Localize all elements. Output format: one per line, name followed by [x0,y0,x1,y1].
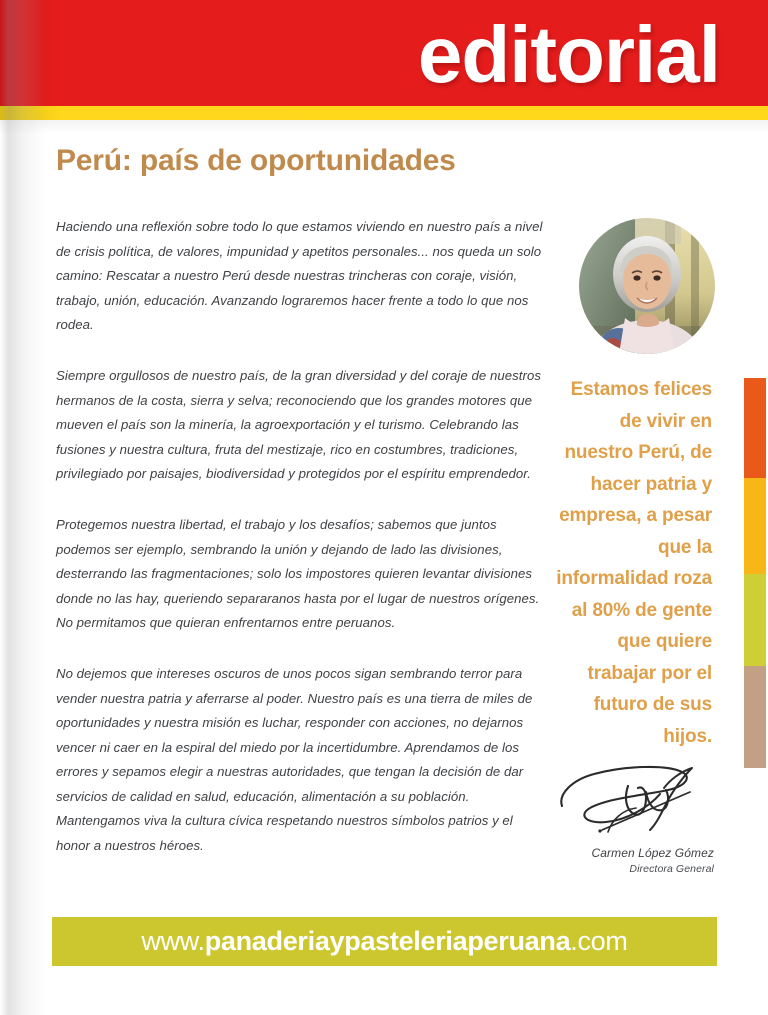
article-title: Perú: país de oportunidades [56,144,456,177]
footer-url-main: panaderiaypasteleriaperuana [204,926,571,956]
article-paragraph: Haciendo una reflexión sobre todo lo que estamos viviendo en nuestro país a nivel de crisis política, de valores, impunidad y apetitos personales... nos queda un solo camino: Rescatar a nuestro Perú desde nuestras trincheras con coraje, visión, trabajo, unión, educación. Avanzando lograremos hacer frente a todo lo que nos rodea. [56,219,543,333]
header-banner [0,0,768,106]
portrait-image [579,218,715,354]
color-segment-yellow-green [744,574,766,666]
color-segment-tan [744,666,766,768]
pull-quote: Estamos felices de vivir en nuestro Perú, de hacer patria y empresa, a pesar que la informalidad roza al 80% de gente que quiere trabajar por el futuro de sus hijos. [556,379,712,747]
article-paragraph: Siempre orgullosos de nuestro país, de la gran diversidad y del coraje de nuestros hermanos de la costa, sierra y selva; reconociendo que los grandes motores que mueven el país son la minería, la agroexportación y el turismo. Celebrando las fusiones y nuestra cultura, fruta del mestizaje, rico en costumbres, tradiciones, privilegiado por paisajes, biodiversidad y protegidos por el espíritu emprendedor. [56,367,541,482]
footer-url-prefix: www. [141,926,205,956]
page-gutter-shadow [0,0,46,1015]
footer-url-bar[interactable] [52,917,717,966]
color-segment-gold [744,478,766,574]
signature-block [538,752,714,875]
article-paragraph: No dejemos que intereses oscuros de unos pocos sigan sembrando terror para vender nuestra patria y aferrarse al poder. Nuestro país es una tierra de miles de oportunidades y nuestra misión es luchar, responder con acciones, no dejarnos vencer ni caer en la espiral del miedo por la incertidumbre. Aprendamos de los errores y sepamos elegir a nuestras autoridades, que tengan la decisión de dar servicios de calidad en salud, educación, alimentación a su población. Mantengamos viva la cultura cívica respetando nuestros símbolos patrios y el honor a nuestros héroes. [56,665,533,854]
color-segment-orange [744,378,766,478]
article-body [56,215,546,885]
header-accent-stripe [0,106,768,120]
color-accent-bar [744,378,766,768]
article-paragraph: Protegemos nuestra libertad, el trabajo y los desafíos; sabemos que juntos podemos ser ejemplo, sembrando la unión y dejando de lado las divisiones, desterrando las fragmentaciones; solo los impostores quieren levantar divisiones donde no las hay, queriendo separaranos hasta por el lugar de nuestros orígenes. No permitamos que quieran enfrentarnos entre peruanos. [56,516,540,631]
header-fade [0,120,768,134]
footer-url-suffix: .com [570,926,628,956]
editor-portrait-photo [579,218,715,354]
footer-url[interactable] [141,926,627,957]
signature-name: Carmen López Gómez [591,846,714,860]
signature-role: Directora General [629,863,714,875]
page-title: editorial [417,10,720,99]
handwritten-signature-icon [550,752,710,844]
